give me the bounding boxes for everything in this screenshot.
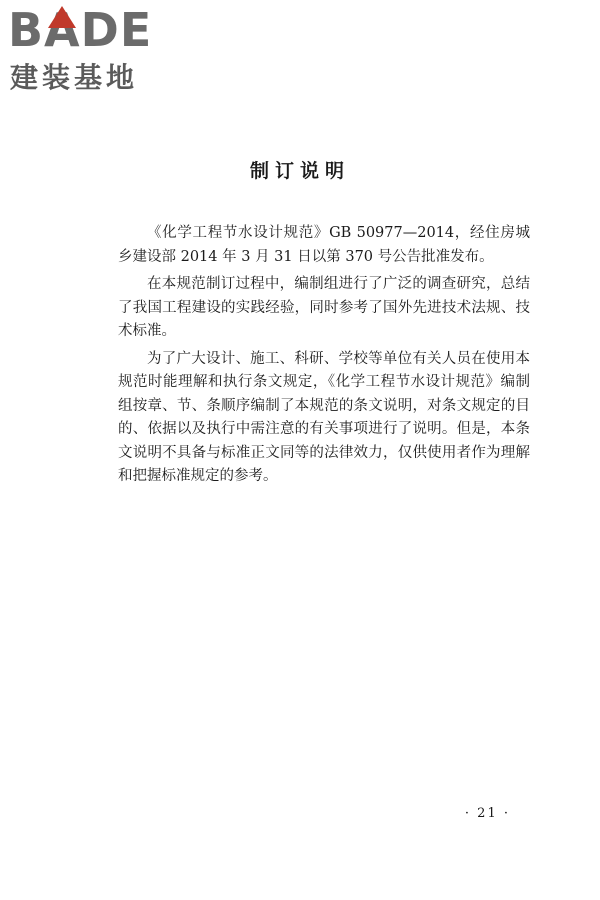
watermark-subtitle: 建装基地 xyxy=(10,61,139,94)
page-number: · 21 · xyxy=(464,806,510,821)
document-body xyxy=(118,222,530,493)
paragraph-3: 为了广大设计、施工、科研、学校等单位有关人员在使用本规范时能理解和执行条文规定，《化学工程节水设计规范》编制组按章、节、条顺序编制了本规范的条文说明，对条文规定的目的、依据以及执行中需注意的有关事项进行了说明。但是，本条文说明不具备与标准正文同等的法律效力，仅供使用者作为理解和把握标准规定的参考。 xyxy=(118,350,530,484)
watermark-logo xyxy=(8,4,178,96)
watermark-accent-icon xyxy=(48,6,76,28)
paragraph-2: 在本规范制订过程中，编制组进行了广泛的调查研究，总结了我国工程建设的实践经验，同时参考了国外先进技术法规、技术标准。 xyxy=(118,276,530,339)
paragraph-1: 《化学工程节水设计规范》GB 50977—2014，经住房城乡建设部 2014 年 3 月 31 日以第 370 号公告批准发布。 xyxy=(118,225,530,265)
page-title: 制订说明 xyxy=(249,160,350,182)
watermark-brand: BADE xyxy=(8,3,153,57)
